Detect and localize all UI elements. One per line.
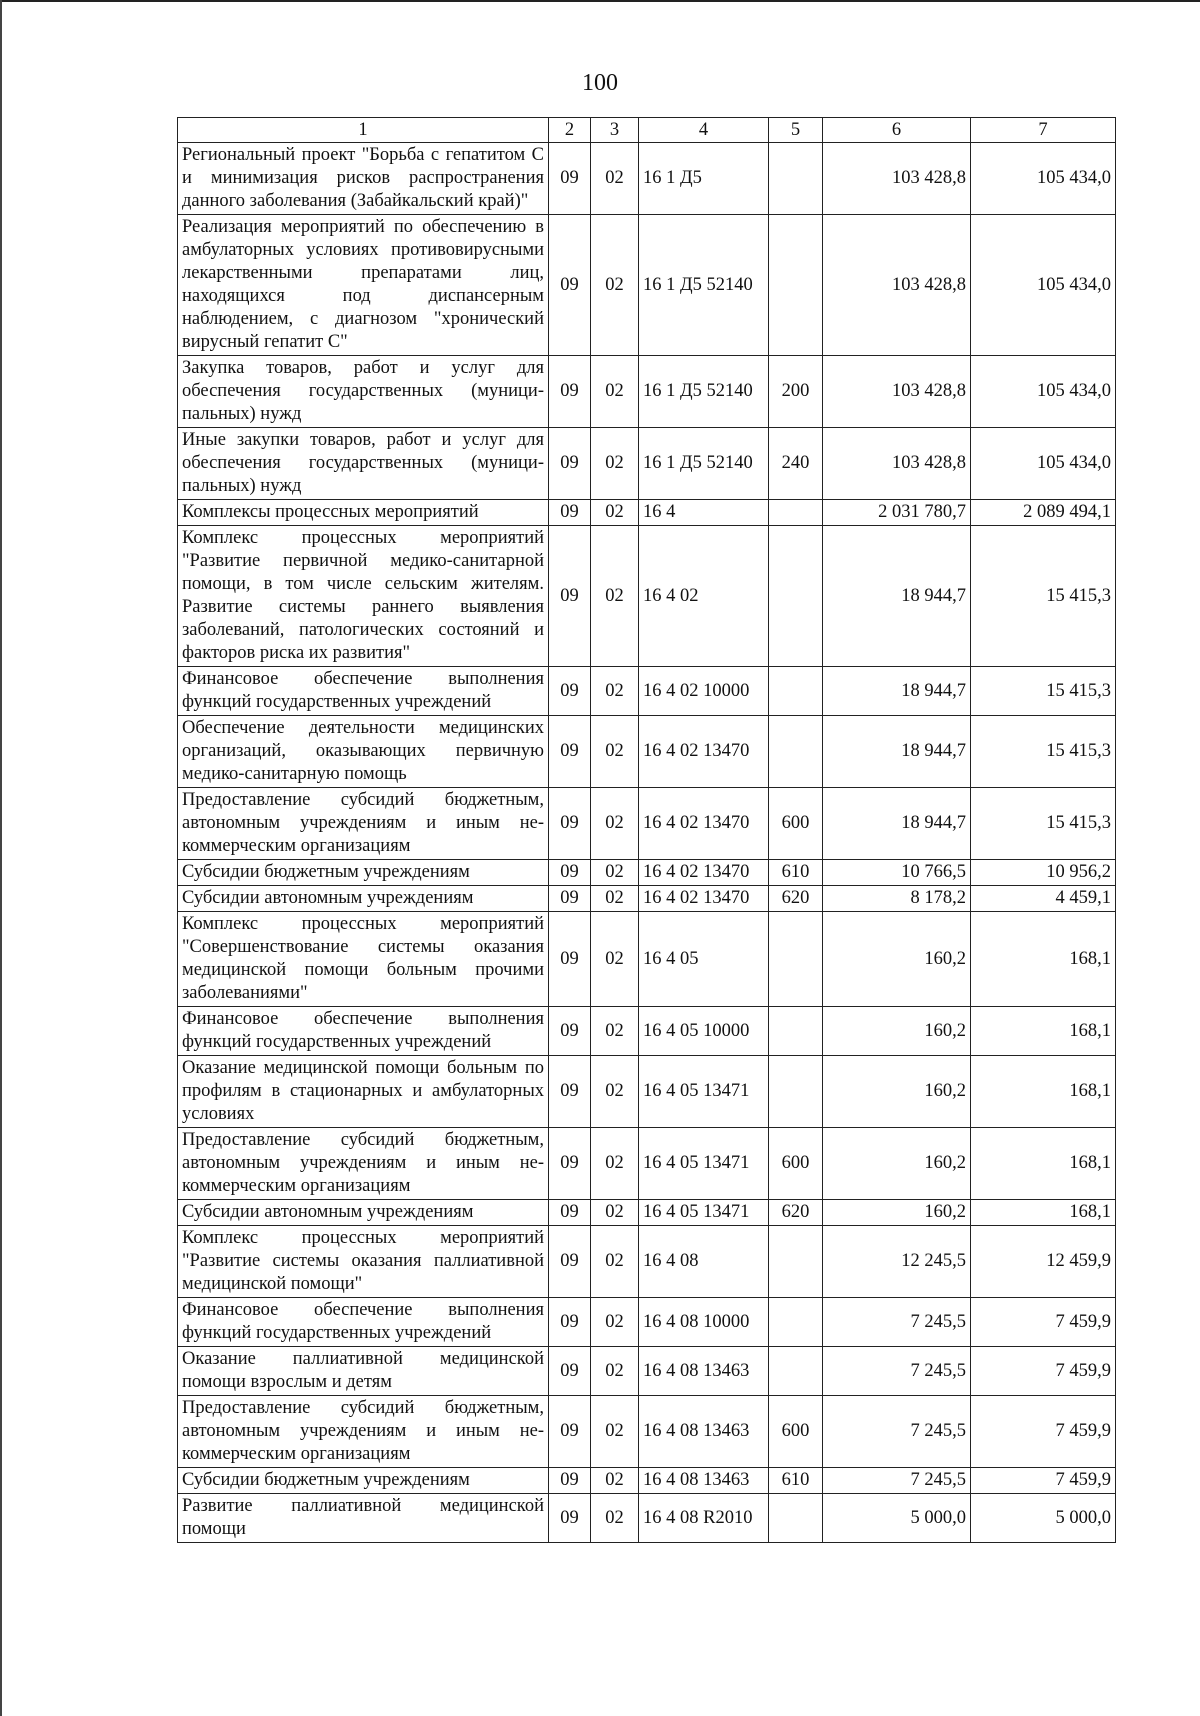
- cell-expense-type: [769, 667, 823, 716]
- table-row: [178, 1200, 1116, 1226]
- row-name: Предоставление субсидий бюджетным, автономным учреждениям и иным некоммерческим организациям: [178, 1128, 549, 1200]
- cell-amount-year1: 5 000,0: [823, 1494, 971, 1543]
- cell-subsection: 02: [591, 1298, 639, 1347]
- cell-expense-type: [769, 1347, 823, 1396]
- cell-target-code: 16 4 05 13471: [639, 1200, 769, 1226]
- cell-amount-year1: 8 178,2: [823, 886, 971, 912]
- cell-target-code: 16 4 08 13463: [639, 1468, 769, 1494]
- cell-target-code: 16 4 05 13471: [639, 1056, 769, 1128]
- cell-subsection: 02: [591, 788, 639, 860]
- row-name: Финансовое обеспечение выполнения функций государственных учреждений: [178, 667, 549, 716]
- cell-target-code: 16 4 05: [639, 912, 769, 1007]
- table-row: [178, 356, 1116, 428]
- cell-subsection: 02: [591, 526, 639, 667]
- cell-target-code: 16 4 02 13470: [639, 886, 769, 912]
- cell-expense-type: [769, 912, 823, 1007]
- cell-expense-type: 620: [769, 886, 823, 912]
- cell-amount-year2: 4 459,1: [971, 886, 1116, 912]
- row-name: Комплекс процессных мероприятий "Совершенствование системы оказания медицинской помощи больным прочими заболеваниями": [178, 912, 549, 1007]
- cell-target-code: 16 4 02: [639, 526, 769, 667]
- cell-amount-year2: 7 459,9: [971, 1298, 1116, 1347]
- row-name: Обеспечение деятельности медицинских организаций, оказывающих первичную медико-санитарную помощь: [178, 716, 549, 788]
- row-name: Субсидии автономным учреждениям: [178, 1200, 549, 1226]
- cell-amount-year2: 168,1: [971, 1200, 1116, 1226]
- table-row: [178, 1226, 1116, 1298]
- cell-section: 09: [549, 860, 591, 886]
- row-name: Комплексы процессных мероприятий: [178, 500, 549, 526]
- cell-target-code: 16 4 02 10000: [639, 667, 769, 716]
- row-name: Развитие паллиативной медицинской помощи: [178, 1494, 549, 1543]
- table-row: [178, 1298, 1116, 1347]
- cell-amount-year2: 105 434,0: [971, 215, 1116, 356]
- row-name: Предоставление субсидий бюджетным, автономным учреждениям и иным некоммерческим организациям: [178, 788, 549, 860]
- cell-section: 09: [549, 1494, 591, 1543]
- cell-amount-year1: 160,2: [823, 1007, 971, 1056]
- cell-section: 09: [549, 1128, 591, 1200]
- cell-amount-year1: 103 428,8: [823, 356, 971, 428]
- cell-expense-type: 620: [769, 1200, 823, 1226]
- cell-section: 09: [549, 500, 591, 526]
- cell-subsection: 02: [591, 667, 639, 716]
- cell-subsection: 02: [591, 500, 639, 526]
- cell-amount-year1: 7 245,5: [823, 1298, 971, 1347]
- row-name: Комплекс процессных мероприятий "Развитие системы оказания паллиативной медицинской помощи": [178, 1226, 549, 1298]
- cell-amount-year2: 7 459,9: [971, 1396, 1116, 1468]
- cell-expense-type: [769, 500, 823, 526]
- cell-amount-year2: 168,1: [971, 1007, 1116, 1056]
- cell-amount-year2: 105 434,0: [971, 428, 1116, 500]
- row-name: Реализация мероприятий по обеспечению в амбулаторных условиях противовирусными лекарственными препаратами лиц, находящихся под диспансерным наблюдением, с диагнозом "хронический вирусный гепатит С": [178, 215, 549, 356]
- page-edge-left: [0, 0, 2, 1716]
- table-header-row: [178, 118, 1116, 143]
- column-header: 5: [769, 118, 823, 143]
- cell-expense-type: [769, 1226, 823, 1298]
- cell-expense-type: [769, 1298, 823, 1347]
- cell-section: 09: [549, 428, 591, 500]
- page-number: 100: [582, 70, 618, 96]
- row-name: Оказание медицинской помощи больным по профилям в стационарных и амбулаторных условиях: [178, 1056, 549, 1128]
- cell-subsection: 02: [591, 1226, 639, 1298]
- cell-amount-year1: 7 245,5: [823, 1396, 971, 1468]
- cell-target-code: 16 1 Д5: [639, 143, 769, 215]
- row-name: Иные закупки товаров, работ и услуг для обеспечения государственных (муниципальных) нужд: [178, 428, 549, 500]
- cell-amount-year2: 7 459,9: [971, 1347, 1116, 1396]
- table-row: [178, 1056, 1116, 1128]
- cell-amount-year2: 168,1: [971, 1128, 1116, 1200]
- cell-subsection: 02: [591, 1347, 639, 1396]
- cell-subsection: 02: [591, 860, 639, 886]
- cell-section: 09: [549, 716, 591, 788]
- column-header: 6: [823, 118, 971, 143]
- cell-subsection: 02: [591, 1494, 639, 1543]
- table-row: [178, 526, 1116, 667]
- row-name: Финансовое обеспечение выполнения функций государственных учреждений: [178, 1007, 549, 1056]
- row-name: Предоставление субсидий бюджетным, автономным учреждениям и иным некоммерческим организациям: [178, 1396, 549, 1468]
- cell-subsection: 02: [591, 356, 639, 428]
- column-header: 4: [639, 118, 769, 143]
- cell-target-code: 16 4 02 13470: [639, 788, 769, 860]
- cell-target-code: 16 4 08 13463: [639, 1347, 769, 1396]
- cell-amount-year1: 18 944,7: [823, 667, 971, 716]
- cell-section: 09: [549, 788, 591, 860]
- row-name: Закупка товаров, работ и услуг для обеспечения государственных (муниципальных) нужд: [178, 356, 549, 428]
- cell-amount-year2: 15 415,3: [971, 716, 1116, 788]
- budget-table: [177, 117, 1116, 1543]
- table-row: [178, 667, 1116, 716]
- cell-subsection: 02: [591, 1396, 639, 1468]
- cell-expense-type: 610: [769, 860, 823, 886]
- cell-amount-year2: 5 000,0: [971, 1494, 1116, 1543]
- cell-section: 09: [549, 1468, 591, 1494]
- cell-amount-year2: 105 434,0: [971, 356, 1116, 428]
- cell-target-code: 16 1 Д5 52140: [639, 356, 769, 428]
- cell-target-code: 16 1 Д5 52140: [639, 428, 769, 500]
- cell-expense-type: [769, 526, 823, 667]
- cell-subsection: 02: [591, 1007, 639, 1056]
- row-name: Финансовое обеспечение выполнения функций государственных учреждений: [178, 1298, 549, 1347]
- cell-amount-year1: 18 944,7: [823, 526, 971, 667]
- column-header: 3: [591, 118, 639, 143]
- cell-expense-type: [769, 1007, 823, 1056]
- table-row: [178, 143, 1116, 215]
- cell-amount-year1: 160,2: [823, 1128, 971, 1200]
- cell-expense-type: 240: [769, 428, 823, 500]
- cell-amount-year2: 15 415,3: [971, 667, 1116, 716]
- cell-amount-year2: 10 956,2: [971, 860, 1116, 886]
- table-row: [178, 788, 1116, 860]
- cell-section: 09: [549, 667, 591, 716]
- cell-amount-year1: 160,2: [823, 912, 971, 1007]
- cell-expense-type: 600: [769, 788, 823, 860]
- cell-amount-year1: 7 245,5: [823, 1468, 971, 1494]
- cell-subsection: 02: [591, 1128, 639, 1200]
- table-row: [178, 215, 1116, 356]
- cell-target-code: 16 4 08: [639, 1226, 769, 1298]
- cell-expense-type: [769, 1056, 823, 1128]
- table-row: [178, 1494, 1116, 1543]
- cell-amount-year2: 12 459,9: [971, 1226, 1116, 1298]
- cell-subsection: 02: [591, 886, 639, 912]
- cell-target-code: 16 4 05 10000: [639, 1007, 769, 1056]
- row-name: Субсидии бюджетным учреждениям: [178, 1468, 549, 1494]
- cell-section: 09: [549, 215, 591, 356]
- table-row: [178, 1128, 1116, 1200]
- cell-amount-year2: 105 434,0: [971, 143, 1116, 215]
- row-name: Комплекс процессных мероприятий "Развитие первичной медико-санитарной помощи, в том числе сельским жителям. Развитие системы раннего выявления заболеваний, патологических состояний и факторов риска их развития": [178, 526, 549, 667]
- cell-subsection: 02: [591, 1056, 639, 1128]
- cell-amount-year1: 18 944,7: [823, 788, 971, 860]
- cell-section: 09: [549, 356, 591, 428]
- cell-amount-year1: 103 428,8: [823, 215, 971, 356]
- cell-section: 09: [549, 886, 591, 912]
- cell-amount-year1: 10 766,5: [823, 860, 971, 886]
- column-header: 2: [549, 118, 591, 143]
- cell-section: 09: [549, 1200, 591, 1226]
- cell-amount-year1: 160,2: [823, 1056, 971, 1128]
- cell-expense-type: [769, 716, 823, 788]
- cell-amount-year1: 103 428,8: [823, 428, 971, 500]
- table-row: [178, 860, 1116, 886]
- column-header: 1: [178, 118, 549, 143]
- cell-section: 09: [549, 1007, 591, 1056]
- cell-amount-year1: 2 031 780,7: [823, 500, 971, 526]
- table-row: [178, 1396, 1116, 1468]
- cell-expense-type: [769, 1494, 823, 1543]
- row-name: Субсидии автономным учреждениям: [178, 886, 549, 912]
- table-row: [178, 912, 1116, 1007]
- cell-section: 09: [549, 1396, 591, 1468]
- cell-subsection: 02: [591, 143, 639, 215]
- cell-section: 09: [549, 526, 591, 667]
- cell-target-code: 16 4: [639, 500, 769, 526]
- table-row: [178, 886, 1116, 912]
- cell-amount-year2: 15 415,3: [971, 526, 1116, 667]
- table-row: [178, 1468, 1116, 1494]
- cell-subsection: 02: [591, 912, 639, 1007]
- cell-amount-year2: 2 089 494,1: [971, 500, 1116, 526]
- table-row: [178, 1347, 1116, 1396]
- row-name: Субсидии бюджетным учреждениям: [178, 860, 549, 886]
- cell-expense-type: [769, 215, 823, 356]
- cell-subsection: 02: [591, 1200, 639, 1226]
- row-name: Региональный проект "Борьба с гепатитом С и минимизация рисков распространения данного заболевания (Забайкальский край)": [178, 143, 549, 215]
- cell-section: 09: [549, 1056, 591, 1128]
- cell-target-code: 16 4 02 13470: [639, 716, 769, 788]
- cell-target-code: 16 4 05 13471: [639, 1128, 769, 1200]
- page-edge-top: [0, 0, 1200, 2]
- cell-amount-year1: 103 428,8: [823, 143, 971, 215]
- cell-amount-year2: 7 459,9: [971, 1468, 1116, 1494]
- cell-expense-type: 200: [769, 356, 823, 428]
- row-name: Оказание паллиативной медицинской помощи взрослым и детям: [178, 1347, 549, 1396]
- cell-target-code: 16 4 08 R2010: [639, 1494, 769, 1543]
- column-header: 7: [971, 118, 1116, 143]
- table-row: [178, 1007, 1116, 1056]
- cell-expense-type: [769, 143, 823, 215]
- cell-amount-year1: 18 944,7: [823, 716, 971, 788]
- cell-subsection: 02: [591, 1468, 639, 1494]
- cell-expense-type: 610: [769, 1468, 823, 1494]
- table-row: [178, 716, 1116, 788]
- cell-amount-year1: 7 245,5: [823, 1347, 971, 1396]
- cell-target-code: 16 4 02 13470: [639, 860, 769, 886]
- cell-section: 09: [549, 143, 591, 215]
- table-row: [178, 500, 1116, 526]
- cell-amount-year2: 168,1: [971, 912, 1116, 1007]
- table-row: [178, 428, 1116, 500]
- cell-section: 09: [549, 1226, 591, 1298]
- cell-amount-year2: 15 415,3: [971, 788, 1116, 860]
- cell-target-code: 16 4 08 10000: [639, 1298, 769, 1347]
- cell-subsection: 02: [591, 716, 639, 788]
- cell-amount-year1: 160,2: [823, 1200, 971, 1226]
- cell-subsection: 02: [591, 215, 639, 356]
- cell-section: 09: [549, 1347, 591, 1396]
- cell-expense-type: 600: [769, 1128, 823, 1200]
- cell-target-code: 16 4 08 13463: [639, 1396, 769, 1468]
- cell-subsection: 02: [591, 428, 639, 500]
- cell-expense-type: 600: [769, 1396, 823, 1468]
- cell-amount-year2: 168,1: [971, 1056, 1116, 1128]
- cell-section: 09: [549, 912, 591, 1007]
- cell-target-code: 16 1 Д5 52140: [639, 215, 769, 356]
- cell-section: 09: [549, 1298, 591, 1347]
- cell-amount-year1: 12 245,5: [823, 1226, 971, 1298]
